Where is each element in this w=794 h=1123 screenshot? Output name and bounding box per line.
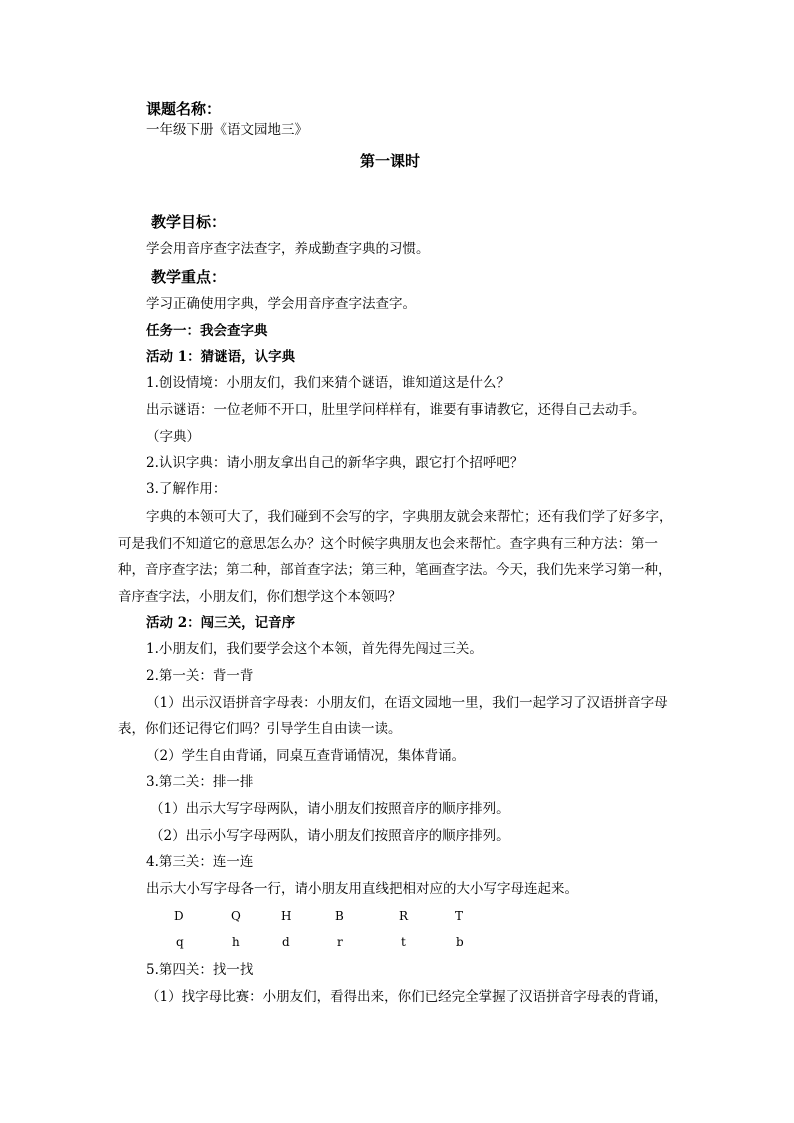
- a1-step1: 1.创设情境：小朋友们，我们来猜个谜语，谁知道这是什么？: [146, 375, 510, 391]
- upper-letter: B: [335, 909, 344, 923]
- lower-letter: h: [232, 935, 240, 949]
- a2-step3: 3.第二关：排一排: [146, 774, 254, 790]
- a1-step2: 2.认识字典：请小朋友拿出自己的新华字典，跟它打个招呼吧？: [146, 455, 524, 471]
- a2-step2-item1a: （1）出示汉语拼音字母表：小朋友们，在语文园地一里，我们一起学习了汉语拼音字母: [146, 695, 668, 711]
- a2-step2-item1b: 表，你们还记得它们吗？引导学生自由读一读。: [118, 721, 402, 737]
- a2-step3-item2: （2）出示小写字母两队，请小朋友们按照音序的顺序排列。: [150, 828, 510, 844]
- focus-text: 学习正确使用字典，学会用音序查字法查字。: [146, 296, 416, 312]
- upper-letter: Q: [231, 909, 241, 923]
- upper-letter: H: [281, 909, 292, 923]
- a1-riddle: 出示谜语：一位老师不开口，肚里学问样样有，谁要有事请教它，还得自己去动手。: [146, 402, 646, 418]
- a2-step2-item2: （2）学生自由背诵，同桌互查背诵情况，集体背诵。: [146, 748, 466, 764]
- a2-step5: 5.第四关：找一找: [146, 962, 254, 978]
- a1-answer: （字典）: [146, 429, 200, 445]
- a2-step1: 1.小朋友们，我们要学会这个本领，首先得先闯过三关。: [146, 641, 483, 657]
- a2-step2: 2.第一关：背一背: [146, 668, 254, 684]
- lower-letter: d: [282, 935, 290, 949]
- lower-letter: b: [456, 935, 464, 949]
- a2-step4-text: 出示大小写字母各一行，请小朋友用直线把相对应的大小写字母连起来。: [146, 881, 578, 897]
- goal-label: 教学目标：: [151, 213, 227, 231]
- a1-step3: 3.了解作用：: [146, 481, 227, 497]
- upper-letter: T: [455, 909, 464, 923]
- a2-step4: 4.第三关：连一连: [146, 854, 254, 870]
- upper-letter: D: [174, 909, 184, 923]
- lower-letter: r: [337, 935, 343, 949]
- lower-letter: q: [176, 935, 184, 949]
- topic-value: 一年级下册《语文园地三》: [146, 122, 308, 138]
- a2-step3-item1: （1）出示大写字母两队，请小朋友们按照音序的顺序排列。: [150, 801, 510, 817]
- lesson-title: 第一课时: [360, 152, 421, 170]
- topic-label: 课题名称：: [146, 100, 222, 118]
- upper-letter: R: [399, 909, 409, 923]
- goal-text: 学会用音序查字法查字，养成勤查字典的习惯。: [146, 241, 430, 257]
- a2-step5-item1: （1）找字母比赛：小朋友们，看得出来，你们已经完全掌握了汉语拼音字母表的背诵，: [146, 989, 668, 1005]
- lower-letter: t: [401, 935, 406, 949]
- activity2-heading: 活动 2：闯三关，记音序: [146, 615, 296, 631]
- a1-paragraph: 字典的本领可大了，我们碰到不会写的字，字典朋友就会来帮忙；还有我们学了好多字，可是我们不知道它的意思怎么办？这个时候字典朋友也会来帮忙。查字典有三种方法：第一种，音序查字法；第二种，部首查字法；第三种，笔画查字法。今天，我们先来学习第一种，音序查字法，小朋友们，你们想学这个本领吗？: [118, 509, 673, 605]
- focus-label: 教学重点：: [151, 268, 227, 286]
- task1-heading: 任务一：我会查字典: [146, 323, 268, 339]
- activity1-heading: 活动 1：猜谜语，认字典: [146, 349, 296, 365]
